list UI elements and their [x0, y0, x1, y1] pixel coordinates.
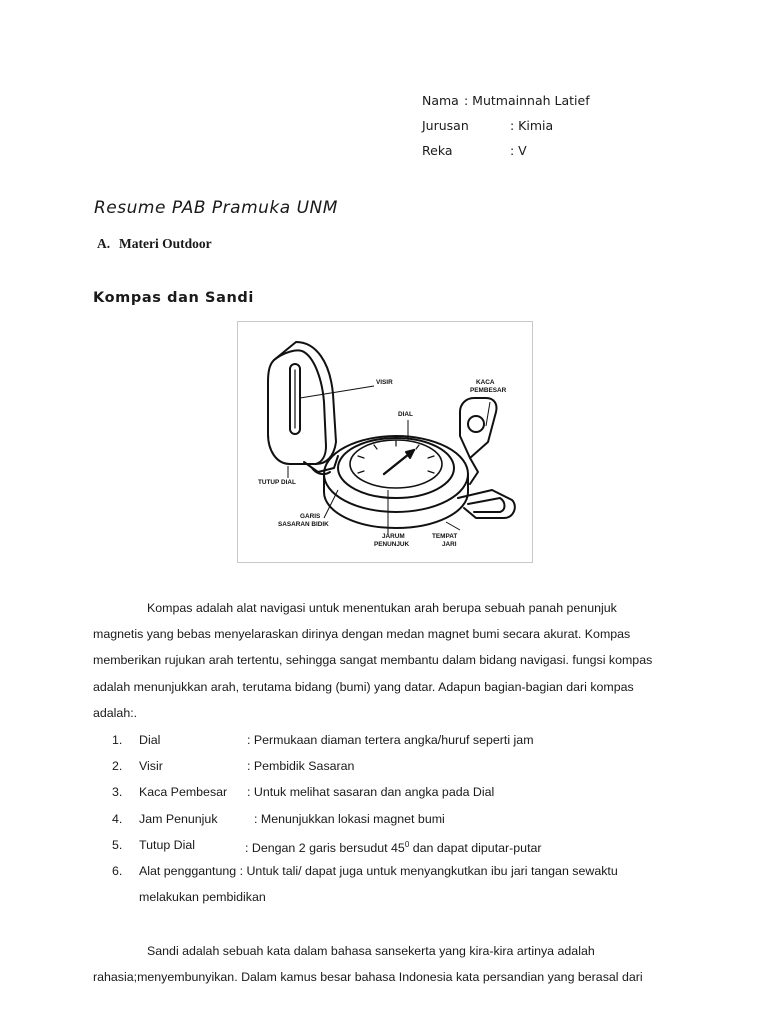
list-item	[112, 779, 495, 805]
list-desc: : Menunjukkan lokasi magnet bumi	[254, 811, 445, 826]
list-term: Tutup Dial	[139, 837, 196, 852]
list-desc: : Pembidik Sasaran	[247, 759, 355, 774]
paragraph-line: memberikan rujukan arah tertentu, sehingga sangat membantu dalam bidang navigasi. fungsi kompas	[93, 653, 653, 668]
list-item	[112, 753, 355, 779]
list-desc: : Untuk melihat sasaran dan angka pada Dial	[247, 785, 495, 800]
list-term: Dial	[139, 733, 161, 747]
list-item	[112, 858, 618, 884]
document-title: Resume PAB Pramuka UNM	[94, 198, 338, 218]
section-heading	[97, 236, 212, 252]
list-desc-text: : Dengan 2 garis bersudut 45	[245, 840, 405, 855]
compass-body-shape	[324, 436, 468, 512]
paragraph-kompas	[93, 595, 675, 726]
compass-diagram	[237, 321, 533, 563]
label-kaca-1: KACA	[476, 379, 495, 386]
paragraph-line: rahasia;menyembunyikan. Dalam kamus besar bahasa Indonesia kata persandian yang berasal dari	[93, 970, 643, 985]
list-desc	[245, 832, 542, 861]
list-term: Visir	[139, 759, 163, 774]
paragraph-line: adalah menunjukkan arah, terutama bidang (bumi) yang datar. Adapun bagian-bagian dari kompas	[93, 679, 634, 694]
name-value: : Mutmainnah Latief	[464, 93, 590, 108]
list-number: 4.	[112, 811, 123, 826]
list-term: Kaca Pembesar	[139, 785, 228, 800]
list-number: 6.	[112, 863, 123, 878]
degree-superscript: 0	[404, 839, 410, 849]
list-desc-tail: dan dapat diputar-putar	[409, 840, 542, 855]
magnifier-arm-shape	[460, 398, 497, 458]
list-term: Jam Penunjuk	[139, 811, 218, 826]
list-number: 2.	[112, 759, 123, 774]
label-tempat-1: TEMPAT	[432, 533, 458, 540]
label-kaca-2: PEMBESAR	[470, 387, 507, 394]
label-tempat-2: JARI	[442, 541, 457, 548]
list-number: 5.	[112, 837, 123, 852]
label-visir: VISIR	[376, 379, 393, 386]
paragraph-line: adalah:.	[93, 705, 138, 720]
section-letter: A.	[97, 236, 111, 251]
label-jarum-1: JARUM	[382, 533, 405, 540]
list-desc: Alat penggantung : Untuk tali/ dapat juga untuk menyangkutkan ibu jari tangan sewaktu	[139, 863, 618, 878]
label-garis-2: SASARAN BIDIK	[278, 521, 329, 528]
group-value: : V	[510, 143, 527, 158]
compass-parts-list	[112, 727, 618, 910]
list-item	[112, 727, 534, 753]
label-dial: DIAL	[398, 411, 413, 418]
list-item	[112, 806, 445, 832]
subheading: Kompas dan Sandi	[93, 290, 254, 306]
list-item-continuation: melakukan pembidikan	[139, 890, 266, 905]
paragraph-sandi	[93, 938, 675, 990]
paragraph-line: Sandi adalah sebuah kata dalam bahasa sansekerta yang kira-kira artinya adalah	[147, 944, 595, 958]
label-garis-1: GARIS	[300, 513, 321, 520]
section-label: Materi Outdoor	[119, 236, 212, 251]
major-value: : Kimia	[510, 118, 554, 133]
list-number: 1.	[112, 733, 123, 747]
label-jarum-2: PENUNJUK	[374, 541, 410, 548]
label-tutup-dial: TUTUP DIAL	[258, 479, 296, 486]
paragraph-line: magnetis yang bebas menyelaraskan dirinya dengan medan magnet bumi secara akurat. Kompas	[93, 627, 631, 642]
major-label: Jurusan	[422, 118, 469, 133]
group-label: Reka	[422, 143, 453, 158]
list-number: 3.	[112, 785, 123, 800]
paragraph-line: Kompas adalah alat navigasi untuk menentukan arah berupa sebuah panah penunjuk	[147, 601, 617, 615]
thumb-ring-shape	[458, 490, 515, 518]
list-desc: : Permukaan diaman tertera angka/huruf seperti jam	[247, 733, 534, 747]
list-item	[112, 832, 542, 858]
name-label: Nama	[422, 93, 459, 108]
